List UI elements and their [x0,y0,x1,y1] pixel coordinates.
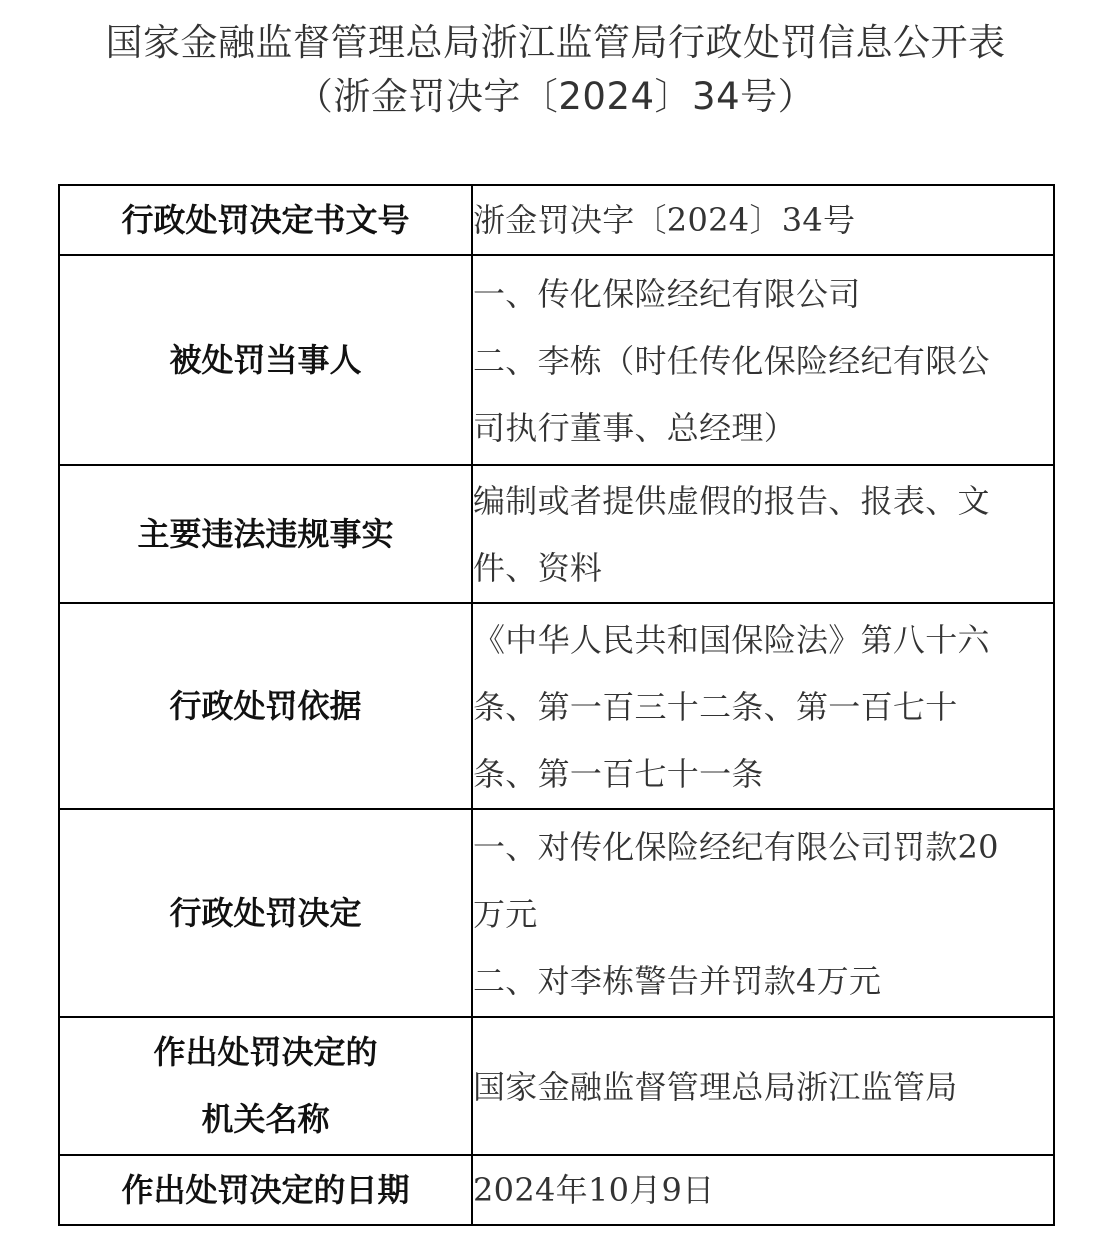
value-line: 二、李栋（时任传化保险经纪有限公 [473,341,990,380]
value-line: 条、第一百三十二条、第一百七十 [473,687,958,726]
value-line: 万元 [473,894,538,933]
value-penalty-decision [472,809,1054,1017]
value-line: 件、资料 [473,549,603,587]
value-line: 编制或者提供虚假的报告、报表、文 [473,482,990,520]
value-decision-number [472,185,1054,255]
value-line: 一、对传化保险经纪有限公司罚款20 [473,827,999,866]
value-decision-date [472,1155,1054,1225]
value-penalty-basis [472,603,1054,809]
label-decision-date: 作出处罚决定的日期 [59,1155,472,1225]
title-line-1: 国家金融监督管理总局浙江监管局行政处罚信息公开表 [105,21,1006,64]
value-violation-facts [472,465,1054,603]
value-line: 条、第一百七十一条 [473,754,764,793]
label-penalized-party: 被处罚当事人 [59,255,472,465]
label-decision-number: 行政处罚决定书文号 [59,185,472,255]
document-title [0,16,1111,124]
value-line: 司执行董事、总经理） [473,408,797,447]
label-penalty-basis: 行政处罚依据 [59,603,472,809]
value-line: 《中华人民共和国保险法》第八十六 [473,620,990,659]
value-line: 浙金罚决字〔2024〕34号 [473,200,856,239]
title-line-2: （浙金罚决字〔2024〕34号） [295,75,816,118]
table-row [59,185,1054,255]
table-row [59,1017,1054,1155]
table-row [59,1155,1054,1225]
table-row [59,809,1054,1017]
label-penalty-decision: 行政处罚决定 [59,809,472,1017]
table-row [59,255,1054,465]
table-row [59,465,1054,603]
value-deciding-authority [472,1017,1054,1155]
value-line: 二、对李栋警告并罚款4万元 [473,961,882,1000]
value-line: 一、传化保险经纪有限公司 [473,274,861,313]
value-line: 2024年10月9日 [473,1170,715,1209]
table-row [59,603,1054,809]
label-deciding-authority: 作出处罚决定的 机关名称 [59,1017,472,1155]
value-penalized-party [472,255,1054,465]
label-violation-facts: 主要违法违规事实 [59,465,472,603]
penalty-info-table [58,184,1055,1226]
value-line: 国家金融监督管理总局浙江监管局 [473,1067,958,1106]
